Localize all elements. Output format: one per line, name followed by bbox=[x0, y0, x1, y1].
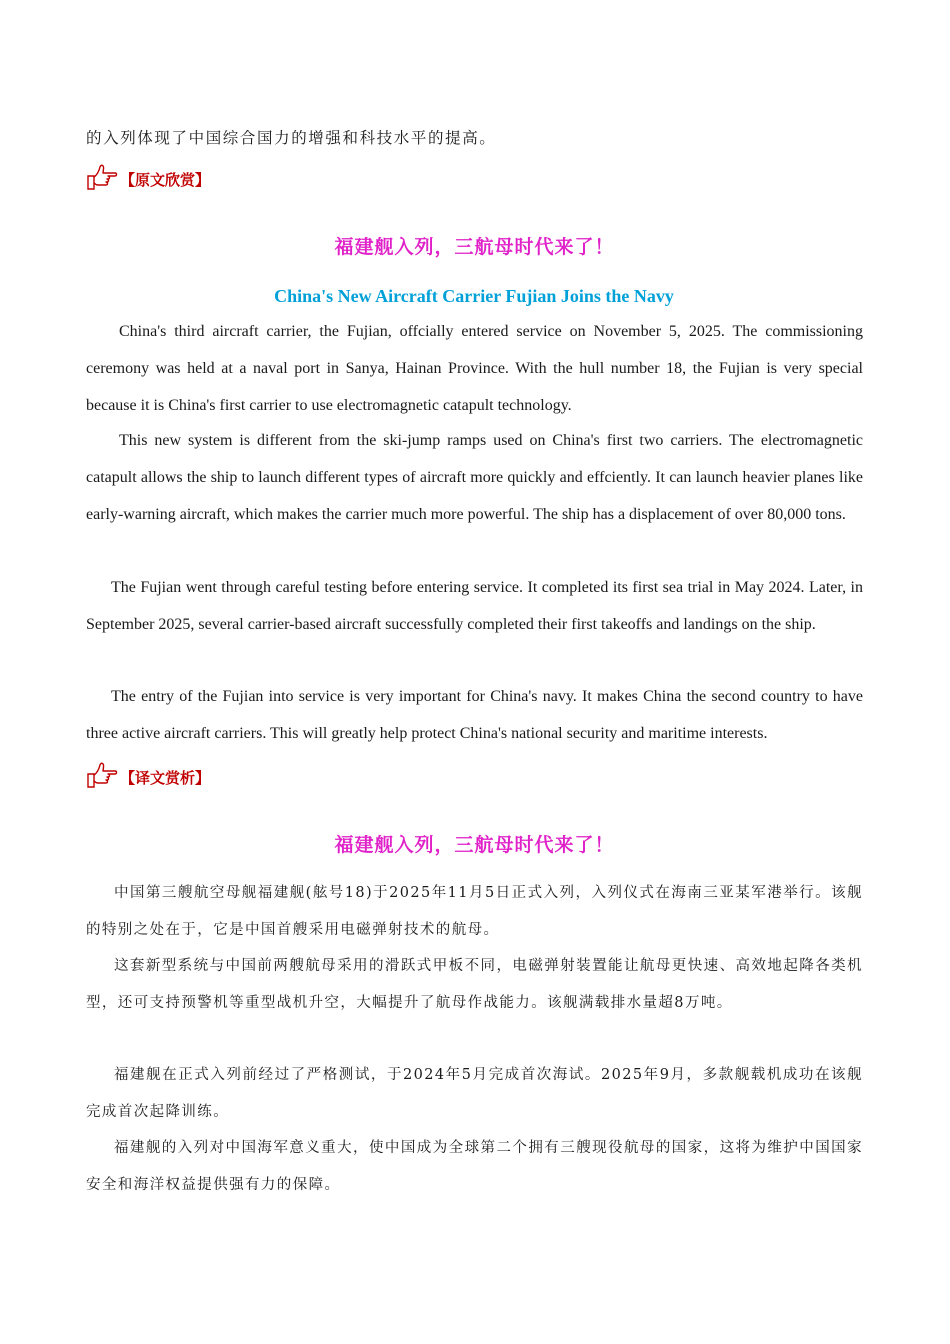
original-paragraph: This new system is different from the ski-jump ramps used on China's first two carriers. The electromagnetic catapult allows the ship to launch different types of aircraft more quickly and effciently. It can launch heavier planes like early-warning aircraft, which makes the carrier much more powerful. The ship has a displacement of over 80,000 tons. bbox=[86, 432, 863, 523]
translation-paragraph: 福建舰的入列对中国海军意义重大，使中国成为全球第二个拥有三艘现役航母的国家，这将为维护中国国家安全和海洋权益提供强有力的保障。 bbox=[86, 1140, 863, 1193]
original-paragraph: The Fujian went through careful testing before entering service. It completed its first sea trial in May 2024. Later, in September 2025, several carrier-based aircraft successfully completed their first takeoffs and landings on the ship. bbox=[86, 579, 863, 633]
translation-paragraph: 这套新型系统与中国前两艘航母采用的滑跃式甲板不同，电磁弹射装置能让航母更快速、高效地起降各类机型，还可支持预警机等重型战机升空，大幅提升了航母作战能力。该舰满载排水量超8万吨。 bbox=[86, 958, 863, 1011]
pointing-hand-icon bbox=[86, 760, 118, 790]
translation-paragraph: 福建舰在正式入列前经过了严格测试，于2024年5月完成首次海试。2025年9月，多款舰载机成功在该舰完成首次起降训练。 bbox=[86, 1067, 863, 1120]
section-label-text: 【原文欣赏】 bbox=[120, 171, 211, 189]
original-paragraph: China's third aircraft carrier, the Fujian, offcially entered service on November 5, 2025. The commissioning ceremony was held at a naval port in Sanya, Hainan Province. With the hull number 18, the Fujian is very special because it is China's first carrier to use electromagnetic catapult technology. bbox=[86, 323, 863, 414]
original-cn-title: 福建舰入列，三航母时代来了！ bbox=[334, 236, 615, 258]
intro-line: 的入列体现了中国综合国力的增强和科技水平的提高。 bbox=[86, 129, 497, 147]
translation-cn-title: 福建舰入列，三航母时代来了！ bbox=[334, 834, 615, 856]
section-label-translation bbox=[86, 756, 210, 790]
translation-paragraph: 中国第三艘航空母舰福建舰(舷号18)于2025年11月5日正式入列，入列仪式在海南三亚某军港举行。该舰的特别之处在于，它是中国首艘采用电磁弹射技术的航母。 bbox=[86, 885, 863, 938]
pointing-hand-icon bbox=[86, 162, 118, 192]
section-label-text: 【译文赏析】 bbox=[120, 769, 211, 787]
section-label-original bbox=[86, 158, 210, 192]
original-paragraph: The entry of the Fujian into service is very important for China's navy. It makes China the second country to have three active aircraft carriers. This will greatly help protect China's national security and maritime interests. bbox=[86, 688, 863, 742]
original-en-title: China's New Aircraft Carrier Fujian Joins the Navy bbox=[274, 286, 674, 306]
